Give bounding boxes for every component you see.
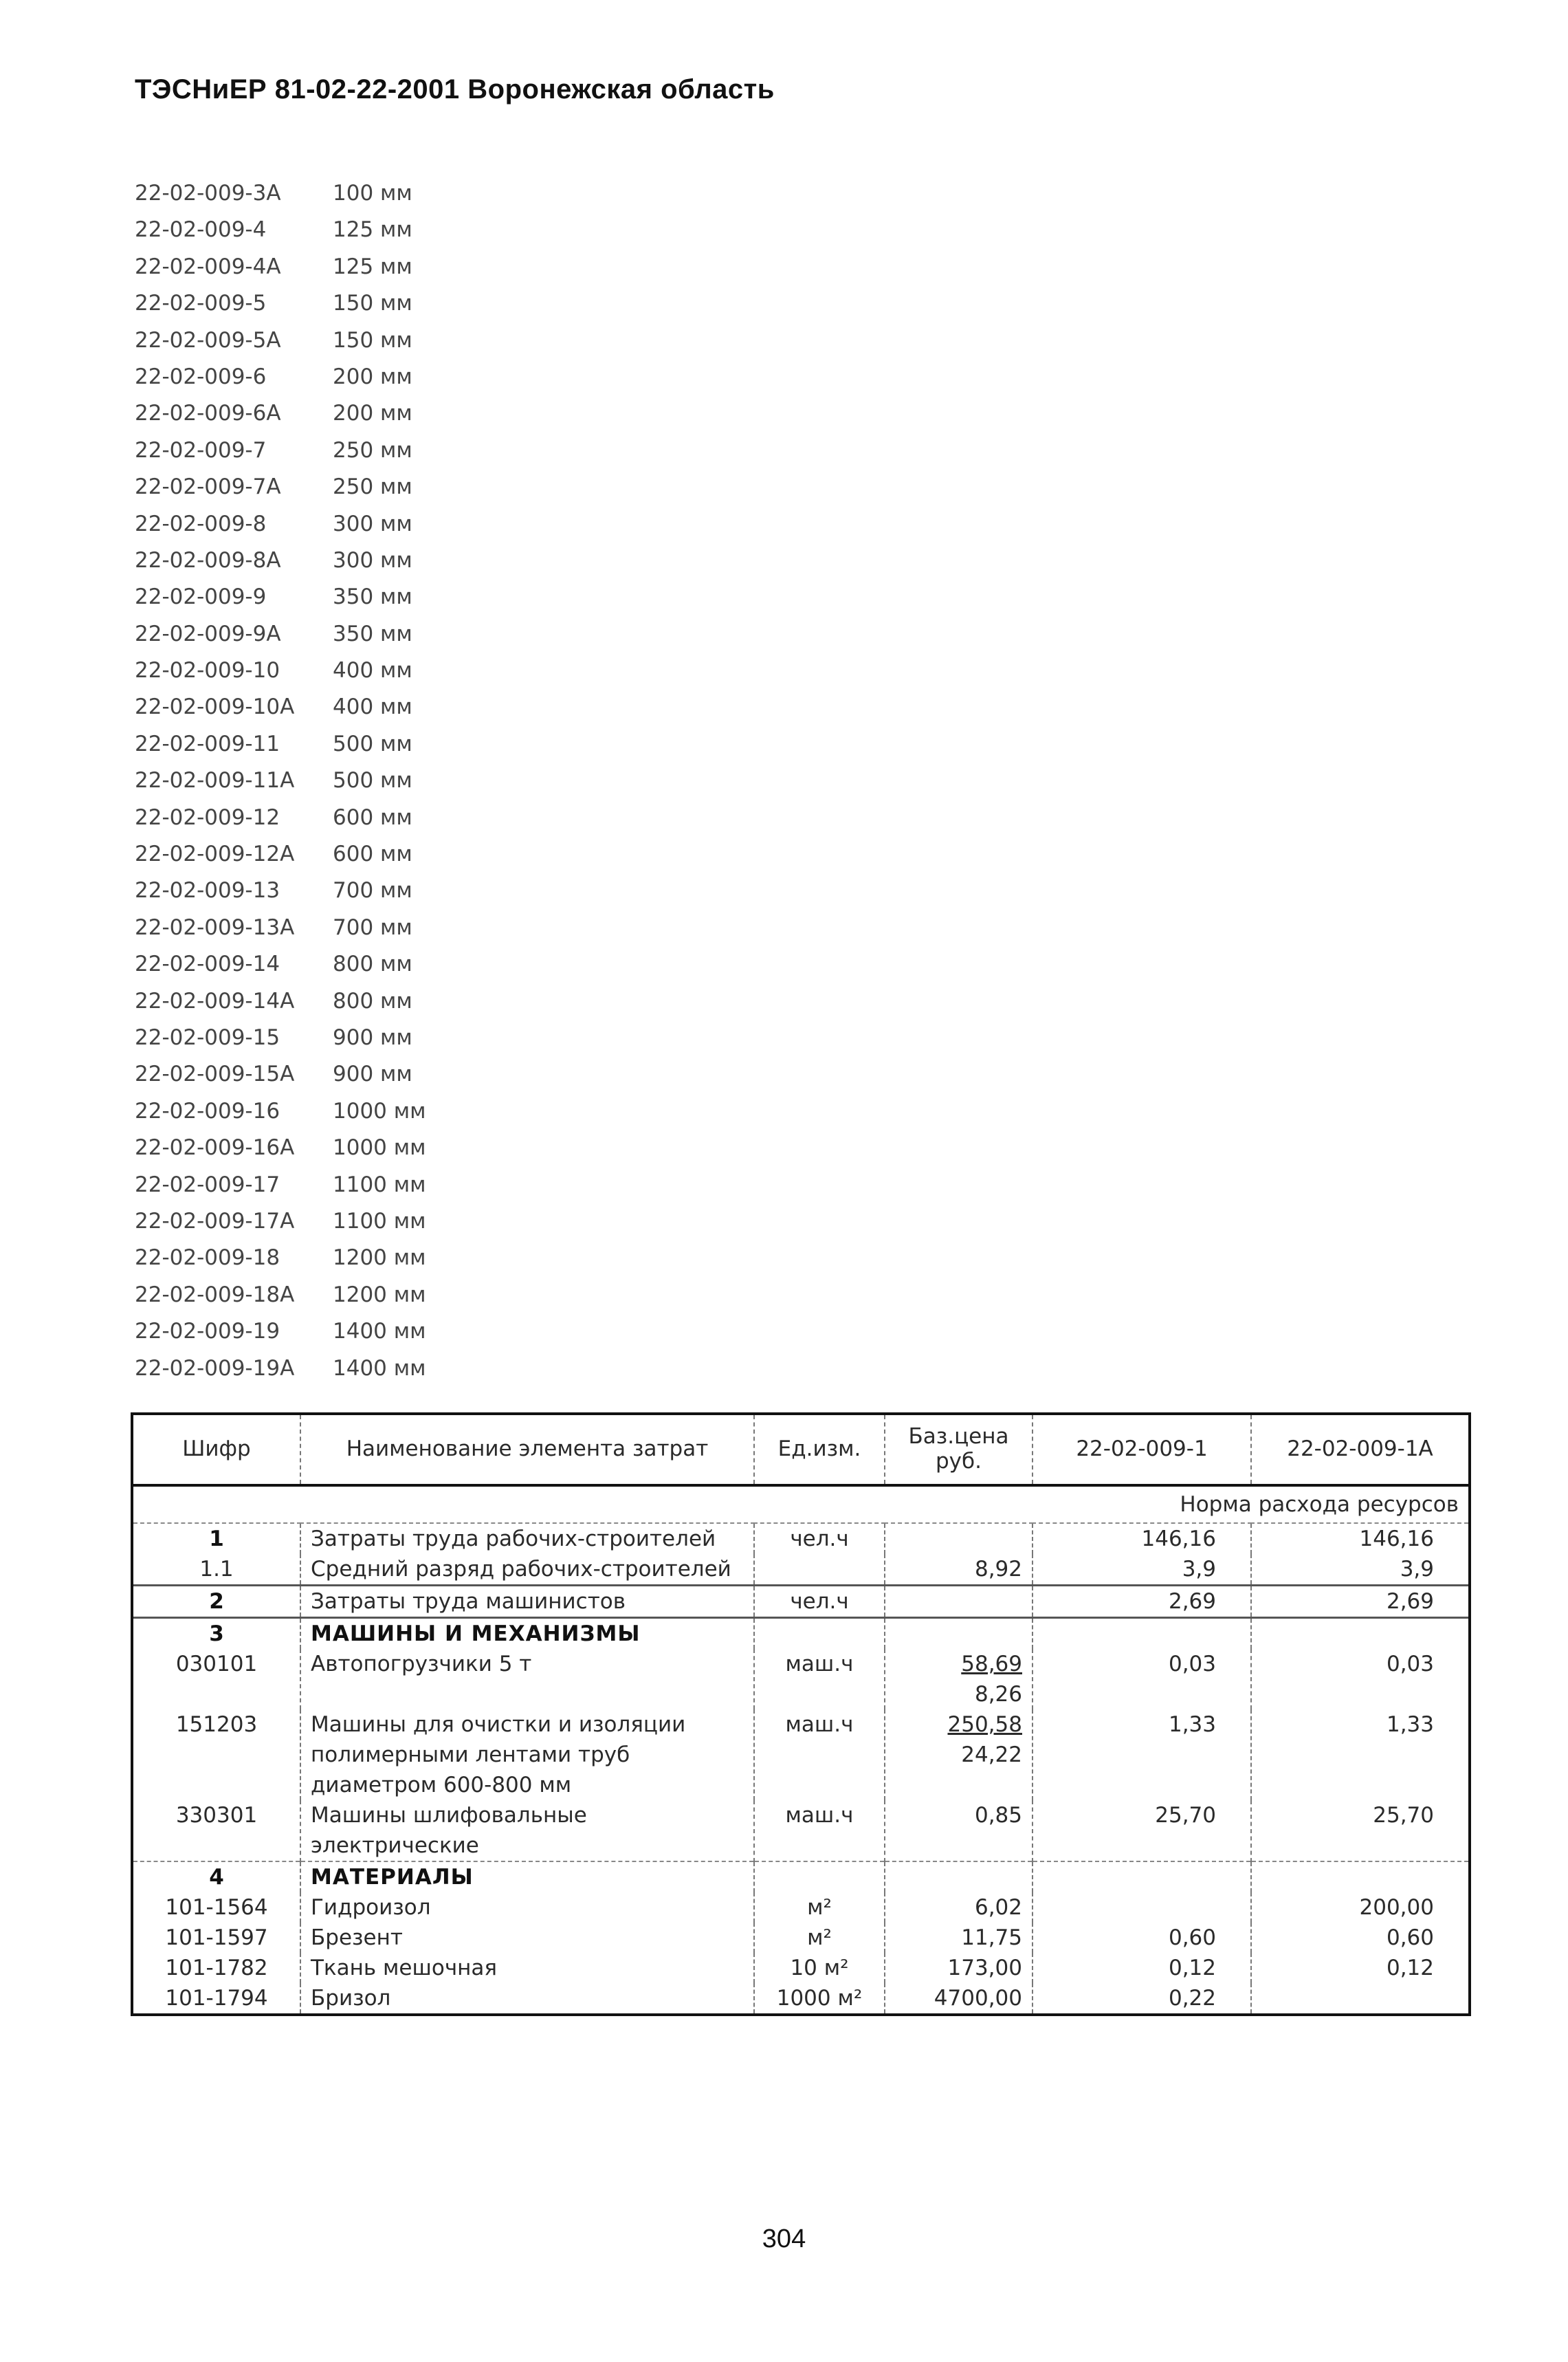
- header-price-line2: руб.: [936, 1449, 982, 1474]
- code-list-item: [135, 689, 478, 725]
- price-base: 250,58: [947, 1712, 1022, 1737]
- code-list-item: [135, 1093, 478, 1130]
- cell-price: [885, 1586, 1033, 1618]
- cell-empty: [1033, 1618, 1251, 1650]
- code-list-size: 1400 мм: [333, 1319, 426, 1344]
- cell-name: Затраты труда рабочих-строителей: [300, 1523, 754, 1554]
- cell-name: Затраты труда машинистов: [300, 1586, 754, 1618]
- resource-norms-table: [131, 1412, 1471, 2016]
- code-list-code: 22-02-009-16А: [135, 1135, 295, 1161]
- code-list-size: 500 мм: [333, 731, 412, 756]
- cell-col2: 0,03: [1251, 1649, 1470, 1709]
- cell-name: Автопогрузчики 5 т: [300, 1649, 754, 1709]
- cell-unit: чел.ч: [754, 1523, 885, 1554]
- code-list-size: 300 мм: [333, 547, 412, 573]
- cell-price: 11,75: [885, 1923, 1033, 1953]
- cell-unit: [754, 1554, 885, 1586]
- cell-name: МАШИНЫ И МЕХАНИЗМЫ: [300, 1618, 754, 1650]
- code-list-size: 400 мм: [333, 658, 412, 684]
- cell-col1: 0,60: [1033, 1923, 1251, 1953]
- code-list-item: [135, 1167, 478, 1203]
- header-col2: 22-02-009-1А: [1251, 1414, 1470, 1485]
- cell-unit: маш.ч: [754, 1800, 885, 1861]
- cell-col2: [1251, 1983, 1470, 2015]
- cell-unit: м²: [754, 1892, 885, 1923]
- code-list-size: 350 мм: [333, 621, 412, 646]
- code-list-size: 1100 мм: [333, 1172, 426, 1197]
- cell-empty: [885, 1861, 1033, 1892]
- cell-empty: [1033, 1861, 1251, 1892]
- cell-col2: 2,69: [1251, 1586, 1470, 1618]
- code-list-item: [135, 1351, 478, 1387]
- table-row: [132, 1983, 1470, 2015]
- code-list-code: 22-02-009-12: [135, 805, 280, 830]
- code-list-code: 22-02-009-4А: [135, 254, 281, 279]
- cell-unit: маш.ч: [754, 1709, 885, 1800]
- code-list-code: 22-02-009-6: [135, 364, 267, 389]
- code-list-size: 1400 мм: [333, 1355, 426, 1381]
- table-row: [132, 1892, 1470, 1923]
- table-row: [132, 1649, 1470, 1709]
- code-list-code: 22-02-009-15А: [135, 1062, 295, 1087]
- code-list-code: 22-02-009-18А: [135, 1282, 295, 1307]
- code-list-item: [135, 543, 478, 579]
- cell-price: 8,92: [885, 1554, 1033, 1586]
- code-list-size: 1200 мм: [333, 1282, 426, 1307]
- code-list-size: 1000 мм: [333, 1098, 426, 1124]
- code-list-item: [135, 395, 478, 432]
- code-list-code: 22-02-009-14А: [135, 988, 295, 1014]
- code-list-size: 800 мм: [333, 988, 412, 1014]
- cell-price: [885, 1709, 1033, 1800]
- cell-col2: 146,16: [1251, 1523, 1470, 1554]
- cell-name: Средний разряд рабочих-строителей: [300, 1554, 754, 1586]
- code-list-size: 700 мм: [333, 915, 412, 940]
- cell-price: [885, 1523, 1033, 1554]
- code-list-code: 22-02-009-7А: [135, 474, 281, 500]
- code-list-code: 22-02-009-10А: [135, 695, 295, 720]
- table-row: [132, 1861, 1470, 1892]
- code-list-item: [135, 983, 478, 1020]
- code-list-code: 22-02-009-19А: [135, 1355, 295, 1381]
- cell-name: Машины шлифовальные электрические: [300, 1800, 754, 1861]
- code-list-code: 22-02-009-5: [135, 291, 267, 316]
- cell-code: 030101: [175, 1652, 258, 1676]
- cell-code: 330301: [175, 1803, 258, 1828]
- cell-price: 173,00: [885, 1953, 1033, 1983]
- code-list-item: [135, 726, 478, 763]
- header-col1: 22-02-009-1: [1033, 1414, 1251, 1485]
- cell-code: 1.1: [199, 1557, 234, 1582]
- code-list-code: 22-02-009-17: [135, 1172, 280, 1197]
- table-header-row: [132, 1414, 1470, 1485]
- cell-price: 6,02: [885, 1892, 1033, 1923]
- code-list-code: 22-02-009-13: [135, 878, 280, 904]
- code-list-item: [135, 763, 478, 799]
- cell-code: 101-1564: [165, 1895, 268, 1920]
- code-list-size: 600 мм: [333, 842, 412, 867]
- code-list-size: 800 мм: [333, 952, 412, 977]
- table-row: [132, 1586, 1470, 1618]
- cell-name: Ткань мешочная: [300, 1953, 754, 1983]
- code-list-code: 22-02-009-5А: [135, 327, 281, 353]
- norm-label-row: [132, 1485, 1470, 1523]
- code-list-item: [135, 616, 478, 653]
- code-list-item: [135, 910, 478, 946]
- code-list-item: [135, 873, 478, 909]
- cell-empty: [754, 1618, 885, 1650]
- code-list-item: [135, 469, 478, 505]
- cell-unit: 10 м²: [754, 1953, 885, 1983]
- code-list-size: 500 мм: [333, 768, 412, 794]
- code-list-item: [135, 1277, 478, 1313]
- code-list-code: 22-02-009-17А: [135, 1208, 295, 1234]
- cell-unit: 1000 м²: [754, 1983, 885, 2015]
- cell-code: 101-1597: [165, 1925, 268, 1950]
- code-list-size: 250 мм: [333, 474, 412, 500]
- code-list-size: 400 мм: [333, 695, 412, 720]
- code-list-size: 300 мм: [333, 511, 412, 536]
- table-row: [132, 1800, 1470, 1861]
- cell-unit: маш.ч: [754, 1649, 885, 1709]
- code-list-code: 22-02-009-14: [135, 952, 280, 977]
- code-list-item: [135, 175, 478, 212]
- code-list-size: 700 мм: [333, 878, 412, 904]
- cell-name: Гидроизол: [300, 1892, 754, 1923]
- code-list-size: 1000 мм: [333, 1135, 426, 1161]
- cell-empty: [1251, 1618, 1470, 1650]
- code-list-size: 150 мм: [333, 327, 412, 353]
- code-list-code: 22-02-009-18: [135, 1245, 280, 1271]
- code-list-item: [135, 433, 478, 469]
- cell-code: 3: [132, 1618, 300, 1650]
- code-list-size: 100 мм: [333, 181, 412, 206]
- cell-col1: [1033, 1892, 1251, 1923]
- code-list-size: 250 мм: [333, 437, 412, 463]
- table-row: [132, 1709, 1470, 1800]
- code-list-code: 22-02-009-8А: [135, 547, 281, 573]
- code-list-size: 900 мм: [333, 1025, 412, 1050]
- cell-name: МАТЕРИАЛЫ: [300, 1861, 754, 1892]
- code-list-size: 200 мм: [333, 401, 412, 426]
- code-list-code: 22-02-009-9А: [135, 621, 281, 646]
- cell-price: 0,85: [885, 1800, 1033, 1861]
- cell-unit: м²: [754, 1923, 885, 1953]
- cell-col2: 25,70: [1251, 1800, 1470, 1861]
- table-row: [132, 1554, 1470, 1586]
- header-name: Наименование элемента затрат: [300, 1414, 754, 1485]
- code-list-code: 22-02-009-7: [135, 437, 267, 463]
- price-base: 58,69: [961, 1652, 1022, 1676]
- code-list-item: [135, 285, 478, 322]
- table-row: [132, 1618, 1470, 1650]
- cell-col1: 2,69: [1033, 1586, 1251, 1618]
- cell-col1: 3,9: [1033, 1554, 1251, 1586]
- code-list-item: [135, 946, 478, 983]
- cell-col1: 0,12: [1033, 1953, 1251, 1983]
- table-row: [132, 1923, 1470, 1953]
- code-list-code: 22-02-009-19: [135, 1319, 280, 1344]
- code-list-code: 22-02-009-6А: [135, 401, 281, 426]
- cell-name: Брезент: [300, 1923, 754, 1953]
- code-list-size: 150 мм: [333, 291, 412, 316]
- header-price-line1: Баз.цена: [908, 1424, 1009, 1450]
- page-number: 304: [762, 2224, 806, 2253]
- norm-label: Норма расхода ресурсов: [132, 1485, 1470, 1523]
- code-list-item: [135, 212, 478, 248]
- code-list-code: 22-02-009-4: [135, 217, 267, 243]
- cell-col1: 146,16: [1033, 1523, 1251, 1554]
- code-list-code: 22-02-009-9: [135, 584, 267, 610]
- code-list-item: [135, 1130, 478, 1166]
- code-list-item: [135, 249, 478, 285]
- cell-code: 2: [132, 1586, 300, 1618]
- cell-price: 4700,00: [885, 1983, 1033, 2015]
- cell-empty: [754, 1861, 885, 1892]
- code-list-size: 350 мм: [333, 584, 412, 610]
- cell-empty: [1251, 1861, 1470, 1892]
- cell-empty: [885, 1618, 1033, 1650]
- code-list-code: 22-02-009-3А: [135, 181, 281, 206]
- code-list-size: 125 мм: [333, 254, 412, 279]
- cell-code: 101-1794: [165, 1986, 268, 2011]
- code-list-item: [135, 653, 478, 689]
- code-list-item: [135, 1020, 478, 1056]
- code-list-code: 22-02-009-11: [135, 731, 280, 756]
- cell-price: [885, 1649, 1033, 1709]
- cell-col2: 0,60: [1251, 1923, 1470, 1953]
- code-list-code: 22-02-009-11А: [135, 768, 295, 794]
- table-row: [132, 1523, 1470, 1554]
- header-price: [885, 1414, 1033, 1485]
- code-list-item: [135, 1313, 478, 1350]
- cell-col2: 200,00: [1251, 1892, 1470, 1923]
- code-list-size: 600 мм: [333, 805, 412, 830]
- cell-name: Машины для очистки и изоляции полимерными лентами труб диаметром 600-800 мм: [300, 1709, 754, 1800]
- cell-unit: чел.ч: [754, 1586, 885, 1618]
- cell-name: Бризол: [300, 1983, 754, 2015]
- cell-col1: 0,03: [1033, 1649, 1251, 1709]
- code-list-code: 22-02-009-15: [135, 1025, 280, 1050]
- code-list-item: [135, 836, 478, 873]
- cell-col2: 1,33: [1251, 1709, 1470, 1800]
- cell-code: 101-1782: [165, 1956, 268, 1980]
- code-list-code: 22-02-009-13А: [135, 915, 295, 940]
- header-unit: Ед.изм.: [754, 1414, 885, 1485]
- code-list-code: 22-02-009-12А: [135, 842, 295, 867]
- cell-col1: 0,22: [1033, 1983, 1251, 2015]
- code-list-item: [135, 506, 478, 543]
- code-list-code: 22-02-009-10: [135, 658, 280, 684]
- code-list-size: 125 мм: [333, 217, 412, 243]
- code-list-size: 200 мм: [333, 364, 412, 389]
- code-list-size: 1200 мм: [333, 1245, 426, 1271]
- cell-col2: 3,9: [1251, 1554, 1470, 1586]
- cell-code: 151203: [175, 1712, 258, 1737]
- code-list-item: [135, 579, 478, 615]
- table-row: [132, 1953, 1470, 1983]
- cell-col1: 25,70: [1033, 1800, 1251, 1861]
- code-list-code: 22-02-009-8: [135, 511, 267, 536]
- header-code: Шифр: [132, 1414, 300, 1485]
- code-list-size: 900 мм: [333, 1062, 412, 1087]
- code-list-item: [135, 322, 478, 359]
- code-list-item: [135, 359, 478, 395]
- page-title: ТЭСНиЕР 81-02-22-2001 Воронежская область: [135, 74, 775, 105]
- price-wage: 8,26: [974, 1682, 1022, 1707]
- code-list-item: [135, 1056, 478, 1093]
- code-list-code: 22-02-009-16: [135, 1098, 280, 1124]
- code-list-size: 1100 мм: [333, 1208, 426, 1234]
- code-list: [135, 175, 478, 1387]
- cell-code: 1: [209, 1527, 224, 1551]
- code-list-item: [135, 800, 478, 836]
- price-wage: 24,22: [961, 1742, 1022, 1767]
- cell-col1: 1,33: [1033, 1709, 1251, 1800]
- code-list-item: [135, 1203, 478, 1240]
- cell-col2: 0,12: [1251, 1953, 1470, 1983]
- code-list-item: [135, 1240, 478, 1276]
- cell-code: 4: [132, 1861, 300, 1892]
